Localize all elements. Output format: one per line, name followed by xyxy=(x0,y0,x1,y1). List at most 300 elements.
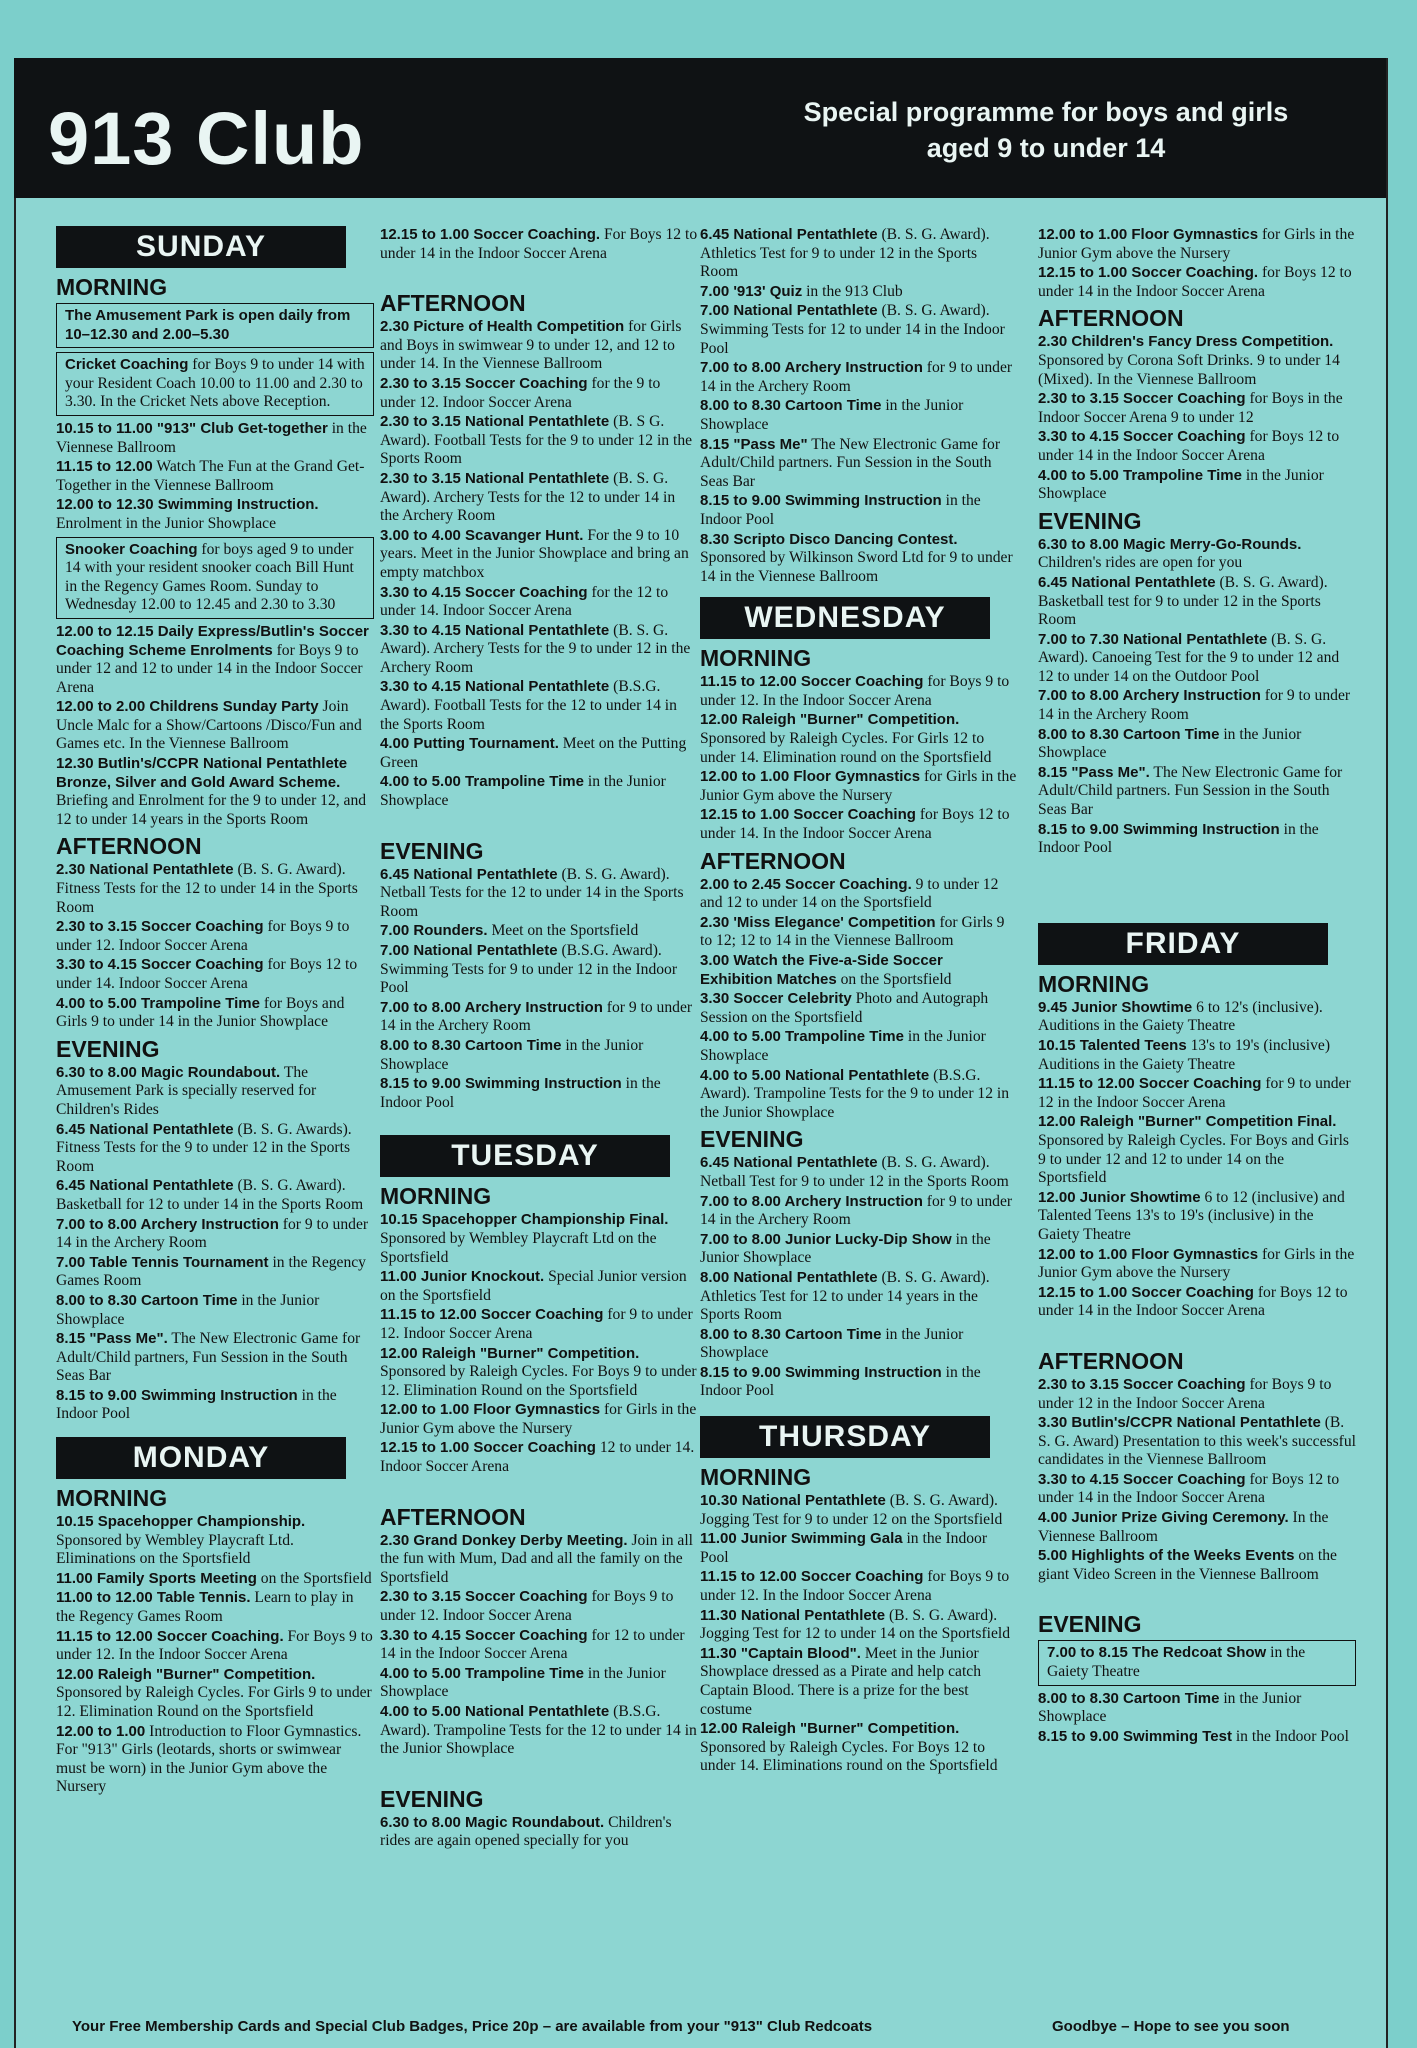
programme-item-detail: for 9 to under 14 in the Archery Room xyxy=(56,1215,369,1252)
programme-item xyxy=(56,861,374,917)
column-4 xyxy=(1038,226,1356,1747)
programme-item-title: 11.15 to 12.00 Soccer Coaching. xyxy=(56,1627,284,1645)
programme-item xyxy=(56,1513,374,1569)
programme-item-title: 11.00 Junior Swimming Gala xyxy=(700,1530,903,1548)
programme-item-title: 2.30 Children's Fancy Dress Competition. xyxy=(1038,333,1334,351)
programme-item-title: Snooker Coaching xyxy=(65,540,198,558)
programme-item-detail: (B.S.G. Award). Trampoline Tests for the 12 to under 14 in the Junior Showplace xyxy=(380,1703,697,1758)
programme-item xyxy=(1038,1471,1356,1508)
header-banner xyxy=(14,58,1386,198)
programme-item xyxy=(700,1231,1018,1268)
wednesday-morning-list xyxy=(700,673,1018,843)
programme-item-title: 3.30 to 4.15 Soccer Coaching xyxy=(380,583,588,601)
programme-item-title: 11.15 to 12.00 xyxy=(56,458,153,476)
programme-item xyxy=(380,622,698,678)
section-heading: AFTERNOON xyxy=(700,847,846,874)
programme-item xyxy=(56,352,374,416)
programme-item xyxy=(1038,226,1356,263)
programme-item-title: 6.45 National Pentathlete xyxy=(380,865,558,883)
programme-item-title: 2.30 to 3.15 National Pentathlete xyxy=(380,413,610,431)
programme-item-title: 6.45 National Pentathlete xyxy=(56,1120,234,1138)
programme-item-detail: Children's rides are open for you xyxy=(1038,554,1243,572)
programme-item xyxy=(56,1177,374,1214)
programme-item-title: 7.00 to 8.00 Archery Instruction xyxy=(700,1192,923,1210)
thursday-evening-list xyxy=(1038,536,1356,858)
programme-item-title: 12.00 Raleigh "Burner" Competition. xyxy=(700,1720,960,1738)
programme-item xyxy=(700,1607,1018,1644)
programme-item-detail: in the Junior Showplace xyxy=(380,1664,666,1701)
programme-item-detail: Sponsored by Corona Soft Drinks. 9 to under 14 (Mixed). In the Viennese Ballroom xyxy=(1038,351,1340,388)
programme-item xyxy=(700,492,1018,529)
programme-item xyxy=(700,768,1018,805)
sunday-afternoon-list xyxy=(56,861,374,1031)
programme-item-detail: The Amusement Park is specially reserved for Children's Rides xyxy=(56,1063,317,1118)
programme-item-detail: Photo and Autograph Session on the Sportsfield xyxy=(700,990,989,1026)
programme-item-detail: for Boys 9 to under 12 and 12 to under 14 in the Indoor Soccer Arena xyxy=(56,641,363,696)
programme-item xyxy=(1038,1728,1356,1747)
section-heading: AFTERNOON xyxy=(380,1503,526,1530)
programme-item-title: 5.00 Highlights of the Weeks Events xyxy=(1038,1547,1295,1565)
programme-item-detail: in the Junior Showplace xyxy=(56,1291,320,1328)
programme-item-detail: Join in all the fun with Mum, Dad and all the family on the Sportsfield xyxy=(380,1531,693,1586)
programme-item-title: 2.30 to 3.15 National Pentathlete xyxy=(380,469,610,487)
programme-item-detail: for Girls and Boys in swimwear 9 to under 12, and 12 to under 14. In the Viennese Ballroom xyxy=(380,318,682,373)
programme-item xyxy=(700,1193,1018,1230)
programme-item-detail: in the Junior Showplace xyxy=(700,397,964,433)
programme-item-detail: Sponsored by Raleigh Cycles. For Boys 9 to under 12. Elimination Round on the Sportsfield xyxy=(380,1363,697,1399)
programme-item-title: 8.00 to 8.30 Cartoon Time xyxy=(1038,725,1220,743)
programme-item-detail: Sponsored by Wilkinson Sword Ltd for 9 to under 14 in the Viennese Ballroom xyxy=(700,549,1013,585)
programme-item-detail: in the Junior Showplace xyxy=(1038,725,1302,762)
programme-item-title: 12.00 to 1.00 xyxy=(56,1722,146,1740)
programme-item xyxy=(380,773,698,810)
programme-item-title: 7.00 to 8.00 Archery Instruction xyxy=(1038,687,1261,705)
monday-afternoon-list xyxy=(380,318,698,810)
programme-item-detail: for 9 to under 14 in the Archery Room xyxy=(700,1192,1013,1229)
programme-item-detail: in the Viennese Ballroom xyxy=(56,419,367,456)
programme-item xyxy=(1038,726,1356,763)
programme-item-detail: (B. S. G. Award). Canoeing Test for the 9 to under 12 and 12 to under 14 on the Outdoor Pool xyxy=(1038,630,1340,685)
programme-item xyxy=(700,990,1018,1027)
programme-item xyxy=(56,303,374,348)
programme-item-detail: in the Junior Showplace xyxy=(1038,1689,1302,1726)
programme-item xyxy=(56,1064,374,1120)
programme-item-title: 7.00 National Pentathlete xyxy=(380,942,558,959)
programme-item-detail: for the 12 to under 14. Indoor Soccer Arena xyxy=(380,583,669,620)
programme-item-title: 2.30 to 3.15 Soccer Coaching xyxy=(1038,390,1246,408)
programme-item-detail: 6 to 12's (inclusive). Auditions in the Gaiety Theatre xyxy=(1038,998,1323,1035)
programme-item-detail: for Boys in the Indoor Soccer Arena 9 to under 12 xyxy=(1038,390,1343,426)
programme-item-detail: (B.S.G. Award). Trampoline Tests for the 9 to under 12 in the Junior Showplace xyxy=(700,1066,1010,1121)
programme-item-detail: (B. S. G. Award). Netball Test for 9 to under 12 in the Sports Room xyxy=(700,1154,1009,1190)
programme-item xyxy=(380,735,698,772)
programme-item-title: 8.00 National Pentathlete xyxy=(700,1268,878,1286)
programme-item xyxy=(1038,574,1356,630)
programme-item-title: 3.30 to 4.15 Soccer Coaching xyxy=(56,956,264,974)
programme-item-title: 3.30 to 4.15 National Pentathlete xyxy=(380,678,610,696)
programme-item xyxy=(380,1306,698,1343)
programme-item xyxy=(380,375,698,412)
programme-item-detail: in the Indoor Pool xyxy=(56,1386,337,1423)
programme-item xyxy=(700,226,1018,282)
programme-item-detail: (B. S. G. Award). Athletics Test for 12 to under 14 years in the Sports Room xyxy=(700,1268,990,1324)
footer-note: Your Free Membership Cards and Special Club Badges, Price 20p – are available from your "913" Club Redcoats xyxy=(72,2018,873,2035)
programme-item-detail: for 9 to under 12. Indoor Soccer Arena xyxy=(380,1306,693,1342)
programme-item xyxy=(56,1292,374,1329)
programme-item-title: 4.00 Junior Prize Giving Ceremony. xyxy=(1038,1509,1289,1527)
programme-item-title: 12.15 to 1.00 Soccer Coaching. xyxy=(1038,264,1259,282)
programme-item xyxy=(380,470,698,526)
programme-item-detail: 13's to 19's (inclusive) Auditions in the Gaiety Theatre xyxy=(1038,1037,1331,1073)
section-heading: EVENING xyxy=(56,1035,160,1062)
programme-item xyxy=(1038,264,1356,301)
programme-item-detail: Sponsored by Wembley Playcraft Ltd. Eliminations on the Sportsfield xyxy=(56,1531,294,1568)
programme-item-detail: The New Electronic Game for Adult/Child partners, Fun Session in the South Seas Bar xyxy=(56,1330,361,1385)
programme-item-title: 8.15 "Pass Me". xyxy=(1038,763,1150,781)
programme-item-title: 11.00 Junior Knockout. xyxy=(380,1268,545,1286)
programme-item-title: 12.00 to 12.15 Daily Express/Butlin's Soccer Coaching Scheme Enrolments xyxy=(56,622,369,659)
programme-item xyxy=(56,537,374,619)
programme-item-detail: (B. S. G. Award). Jogging Test for 12 to under 14 on the Sportsfield xyxy=(700,1606,1011,1643)
programme-item-title: 7.00 National Pentathlete xyxy=(700,302,878,320)
programme-item xyxy=(56,1570,374,1589)
programme-item xyxy=(700,1067,1018,1123)
programme-item xyxy=(380,1439,698,1476)
programme-item-title: 6.45 National Pentathlete xyxy=(1038,573,1216,591)
programme-item-detail: Meet in the Junior Showplace dressed as a Pirate and help catch Captain Blood. There is a prize for the best costume xyxy=(700,1644,982,1718)
programme-item-title: 11.15 to 12.00 Soccer Coaching xyxy=(700,1568,924,1586)
programme-item-detail: For the 9 to 10 years. Meet in the Junior Showplace and bring an empty matchbox xyxy=(380,526,689,581)
programme-item xyxy=(56,1387,374,1424)
programme-item xyxy=(1038,631,1356,687)
programme-item-detail: for Boys 12 to under 14. Indoor Soccer Arena xyxy=(56,956,358,992)
programme-item xyxy=(1038,999,1356,1036)
programme-item xyxy=(56,755,374,829)
programme-item-detail: Children's rides are again opened specially for you xyxy=(380,1813,672,1850)
programme-item-detail: Introduction to Floor Gymnastics. For "913" Girls (leotards, shorts or swimwear must be worn) in the Junior Gym above the Nursery xyxy=(56,1722,362,1796)
programme-item xyxy=(380,1037,698,1074)
programme-item-detail: for Boys and Girls 9 to under 14 in the Junior Showplace xyxy=(56,994,345,1031)
programme-item-title: 11.15 to 12.00 Soccer Coaching xyxy=(380,1306,604,1324)
programme-item-detail: in the Gaiety Theatre xyxy=(1047,1644,1306,1681)
programme-item xyxy=(1038,1547,1356,1584)
programme-item xyxy=(380,1345,698,1401)
programme-item xyxy=(56,1254,374,1291)
programme-item-detail: Sponsored by Wembley Playcraft Ltd on the Sportsfield xyxy=(380,1229,657,1266)
programme-item-detail: for Girls 9 to 12; 12 to 14 in the Viennese Ballroom xyxy=(700,913,1005,950)
programme-item-title: 12.00 to 2.00 Childrens Sunday Party xyxy=(56,698,319,716)
programme-item-title: 8.00 to 8.30 Cartoon Time xyxy=(380,1036,562,1054)
programme-item-title: 8.15 "Pass Me". xyxy=(56,1330,168,1348)
programme-item xyxy=(1038,1284,1356,1321)
programme-item-detail: Watch The Fun at the Grand Get-Together in the Viennese Ballroom xyxy=(56,458,365,494)
programme-item-title: 3.30 Butlin's/CCPR National Pentathlete xyxy=(1038,1414,1321,1432)
programme-item-detail: for Boys 12 to under 14 in the Indoor Soccer Arena xyxy=(1038,1283,1348,1320)
programme-item-title: 12.00 Junior Showtime xyxy=(1038,1188,1201,1206)
tuesday-evening-list xyxy=(380,1814,698,1851)
programme-item-detail: (B. S. G. Award). Fitness Tests for the 12 to under 14 in the Sports Room xyxy=(56,861,358,916)
programme-item xyxy=(700,1269,1018,1325)
club-title: 913 Club xyxy=(48,97,365,180)
programme-item-detail: Sponsored by Raleigh Cycles. For Boys and Girls 9 to under 12 and 12 to under 14 on the Sportsfield xyxy=(1038,1131,1349,1187)
programme-item-detail: for Boys 12 to under 14 in the Indoor Soccer Arena xyxy=(1038,428,1340,464)
programme-item-detail: Sponsored by Raleigh Cycles. For Boys 12 to under 14. Eliminations round on the Sportsfield xyxy=(700,1738,998,1775)
programme-item-title: 8.00 to 8.30 Cartoon Time xyxy=(56,1291,238,1309)
programme-item xyxy=(1038,1509,1356,1546)
programme-item-title: 10.15 Spacehopper Championship. xyxy=(56,1513,306,1531)
programme-item-detail: For Boys 12 to under 14 in the Indoor Soccer Arena xyxy=(380,226,698,262)
programme-item-detail: Special Junior version on the Sportsfield xyxy=(380,1268,687,1304)
programme-item xyxy=(56,995,374,1032)
programme-item-title: 3.30 to 4.15 Soccer Coaching xyxy=(1038,428,1246,446)
programme-item-detail: Join Uncle Malc for a Show/Cartoons /Disco/Fun and Games etc. In the Viennese Ballroom xyxy=(56,698,362,753)
programme-item-detail: for Girls in the Junior Gym above the Nursery xyxy=(380,1401,697,1437)
programme-item xyxy=(1038,1246,1356,1283)
wednesday-evening-list xyxy=(700,1154,1018,1401)
programme-item-title: 3.30 to 4.15 Soccer Coaching xyxy=(380,1626,588,1644)
programme-item-detail: for Boys 9 to under 12. In the Indoor Soccer Arena xyxy=(700,673,1010,709)
sunday-evening-list xyxy=(56,1064,374,1424)
club-subtitle: Special programme for boys and girls aged 9 to under 14 xyxy=(803,97,1289,163)
programme-item-title: Cricket Coaching xyxy=(65,356,189,374)
programme-item-detail: in the Indoor Pool xyxy=(380,1075,661,1111)
programme-item xyxy=(700,1645,1018,1719)
programme-item xyxy=(1038,1690,1356,1727)
programme-item-detail: in the 913 Club xyxy=(802,282,903,300)
programme-item xyxy=(56,1666,374,1722)
section-heading: MORNING xyxy=(380,1183,492,1210)
programme-item-title: 3.30 to 4.15 National Pentathlete xyxy=(380,621,610,639)
programme-item xyxy=(700,1326,1018,1363)
programme-item xyxy=(56,458,374,495)
programme-item xyxy=(380,1401,698,1438)
programme-item xyxy=(380,922,698,941)
programme-item-title: 7.00 Rounders. xyxy=(380,922,488,940)
programme-item-title: 2.30 National Pentathlete xyxy=(56,861,234,879)
section-heading: EVENING xyxy=(700,1126,804,1153)
programme-item xyxy=(56,1723,374,1797)
tuesday-evening-cont xyxy=(700,226,1018,586)
programme-item-detail: (B. S. G. Awards). Fitness Tests for the 9 to under 12 in the Sports Room xyxy=(56,1120,352,1175)
programme-item-title: 8.15 to 9.00 Swimming Instruction xyxy=(700,492,942,510)
programme-item xyxy=(700,436,1018,492)
programme-item xyxy=(1038,1113,1356,1187)
programme-item xyxy=(1038,1640,1356,1685)
programme-item xyxy=(700,952,1018,989)
programme-item-detail: (B. S. G. Award). Basketball test for 9 to under 12 in the Sports Room xyxy=(1038,573,1328,629)
programme-item-detail: (B.S.G. Award). Football Tests for the 12 to under 14 in the Sports Room xyxy=(380,678,677,733)
programme-item xyxy=(380,1588,698,1625)
programme-item-title: 3.00 to 4.00 Scavanger Hunt. xyxy=(380,526,584,544)
programme-item-title: 12.00 Raleigh "Burner" Competition. xyxy=(56,1665,316,1683)
programme-item xyxy=(56,1121,374,1177)
programme-item-title: 10.15 to 11.00 "913" Club Get-together xyxy=(56,419,328,437)
programme-item-detail: (B. S. G. Award). Basketball for 12 to under 14 in the Sports Room xyxy=(56,1177,364,1213)
monday-evening-list xyxy=(380,866,698,1113)
programme-item-title: 8.15 to 9.00 Swimming Instruction xyxy=(1038,820,1280,838)
programme-item xyxy=(700,1364,1018,1401)
programme-item xyxy=(1038,1037,1356,1074)
programme-item-title: 11.30 "Captain Blood". xyxy=(700,1644,861,1662)
programme-item-title: 8.15 to 9.00 Swimming Instruction xyxy=(56,1386,298,1404)
day-heading-tuesday: TUESDAY xyxy=(380,1135,670,1177)
programme-item xyxy=(700,1720,1018,1776)
programme-item xyxy=(700,1028,1018,1065)
programme-item xyxy=(380,584,698,621)
programme-item-detail: in the Junior Showplace xyxy=(380,1036,644,1073)
programme-item-title: 2.30 'Miss Elegance' Competition xyxy=(700,913,936,931)
programme-item xyxy=(700,302,1018,358)
programme-item-title: 8.00 to 8.30 Cartoon Time xyxy=(700,1325,882,1343)
programme-item-title: 4.00 to 5.00 Trampoline Time xyxy=(700,1028,904,1046)
programme-item xyxy=(700,914,1018,951)
programme-item-detail: for 12 to under 14 in the Indoor Soccer Arena xyxy=(380,1626,685,1663)
programme-item xyxy=(380,413,698,469)
programme-item-detail: in the Indoor Pool xyxy=(1231,1727,1349,1745)
programme-item xyxy=(380,1814,698,1851)
programme-item-detail: in the Regency Games Room xyxy=(56,1253,366,1290)
programme-item-detail: for Boys 9 to under 12. Indoor Soccer Arena xyxy=(380,1588,674,1625)
programme-item-title: 12.15 to 1.00 Soccer Coaching xyxy=(1038,1283,1254,1301)
programme-item-title: 7.00 to 8.00 Archery Instruction xyxy=(56,1215,279,1233)
programme-item-title: 8.15 to 9.00 Swimming Instruction xyxy=(700,1363,942,1381)
programme-item xyxy=(380,1665,698,1702)
programme-item-title: 7.00 to 7.30 National Pentathlete xyxy=(1038,630,1268,648)
programme-item-title: 6.45 National Pentathlete xyxy=(700,1154,878,1172)
programme-item-detail: on the Sportsfield xyxy=(836,970,952,988)
programme-item-title: 12.00 to 1.00 Floor Gymnastics xyxy=(1038,1245,1259,1263)
programme-item-title: 11.00 to 12.00 Table Tennis. xyxy=(56,1589,251,1607)
programme-item-title: The Amusement Park is open daily from 10–12.30 and 2.00–5.30 xyxy=(65,307,351,343)
programme-item-title: 11.00 Family Sports Meeting xyxy=(56,1569,257,1587)
section-heading: MORNING xyxy=(700,1464,812,1491)
programme-item-detail: in the Indoor Pool xyxy=(700,492,981,528)
programme-item xyxy=(1038,821,1356,858)
programme-item-title: 6.30 to 8.00 Magic Merry-Go-Rounds. xyxy=(1038,535,1302,553)
programme-item-detail: For Boys 9 to under 12. In the Indoor Soccer Arena xyxy=(56,1627,373,1664)
programme-item-detail: Sponsored by Raleigh Cycles. For Girls 9 to under 12. Elimination Round on the Sportsfield xyxy=(56,1684,372,1720)
programme-item-title: 8.00 to 8.30 Cartoon Time xyxy=(1038,1689,1220,1707)
programme-item xyxy=(56,918,374,955)
programme-item xyxy=(1038,1376,1356,1413)
programme-item xyxy=(700,1492,1018,1529)
programme-item-title: 12.30 Butlin's/CCPR National Pentathlete Bronze, Silver and Gold Award Scheme. xyxy=(56,755,348,791)
programme-item-detail: Sponsored by Raleigh Cycles. For Girls 12 to under 14. Elimination round on the Sportsfield xyxy=(700,730,992,766)
programme-item xyxy=(700,283,1018,302)
programme-item-title: 11.15 to 12.00 Soccer Coaching xyxy=(700,673,924,691)
programme-item-title: 12.15 to 1.00 Soccer Coaching. xyxy=(380,226,601,243)
programme-item-title: 2.30 to 3.15 Soccer Coaching xyxy=(1038,1375,1246,1393)
monday-morning-cont xyxy=(380,226,698,263)
programme-item-title: 4.00 Putting Tournament. xyxy=(380,735,559,753)
programme-item xyxy=(380,318,698,374)
programme-item xyxy=(56,1216,374,1253)
programme-item xyxy=(1038,1075,1356,1112)
programme-item-title: 10.15 Talented Teens xyxy=(1038,1037,1187,1054)
section-heading: MORNING xyxy=(1038,970,1150,997)
programme-item xyxy=(56,623,374,697)
column-1 xyxy=(56,226,374,1798)
programme-item xyxy=(56,496,374,533)
programme-item-detail: In the Viennese Ballroom xyxy=(1038,1509,1329,1545)
programme-item xyxy=(56,1589,374,1626)
programme-item-title: 4.00 to 5.00 National Pentathlete xyxy=(700,1066,930,1084)
programme-item xyxy=(380,1075,698,1112)
programme-item-title: 12.00 to 1.00 Floor Gymnastics xyxy=(380,1401,601,1419)
programme-item-detail: 12 to under 14. Indoor Soccer Arena xyxy=(380,1439,695,1476)
programme-item xyxy=(56,698,374,754)
day-heading-sunday: SUNDAY xyxy=(56,226,346,268)
programme-item-title: 3.00 Watch the Five-a-Side Soccer Exhibition Matches xyxy=(700,952,943,988)
day-heading-monday: MONDAY xyxy=(56,1437,346,1479)
programme-item xyxy=(1038,764,1356,820)
programme-item xyxy=(700,1530,1018,1567)
programme-item xyxy=(700,359,1018,396)
programme-item-title: 11.30 National Pentathlete xyxy=(700,1606,886,1624)
programme-item xyxy=(380,1703,698,1759)
programme-item-title: 9.45 Junior Showtime xyxy=(1038,998,1193,1016)
programme-item-title: 8.15 "Pass Me" xyxy=(700,435,808,453)
programme-item-detail: for Boys 9 to under 12 in the Indoor Soccer Arena xyxy=(1038,1375,1332,1412)
programme-item-title: 6.30 to 8.00 Magic Roundabout. xyxy=(380,1813,605,1831)
programme-item xyxy=(380,866,698,922)
programme-item xyxy=(700,531,1018,587)
programme-item-title: 7.00 Table Tennis Tournament xyxy=(56,1253,269,1271)
section-heading: EVENING xyxy=(1038,507,1142,534)
programme-item-detail: for Girls in the Junior Gym above the Nursery xyxy=(1038,1245,1355,1282)
programme-item-detail: in the Indoor Pool xyxy=(1038,820,1319,857)
programme-item xyxy=(1038,1189,1356,1245)
day-heading-thursday: THURSDAY xyxy=(700,1416,990,1458)
programme-item-detail: in the Indoor Pool xyxy=(700,1530,988,1566)
programme-item-detail: for Boys 12 to under 14 in the Indoor Soccer Arena xyxy=(1038,264,1352,300)
programme-item-detail: (B. S. G. Award). Archery Tests for the 9 to under 12 in the Archery Room xyxy=(380,621,691,676)
programme-item xyxy=(700,673,1018,710)
programme-item-detail: in the Indoor Pool xyxy=(700,1363,981,1400)
programme-item-title: 4.00 to 5.00 Trampoline Time xyxy=(1038,466,1242,484)
footer-goodbye: Goodbye – Hope to see you soon xyxy=(1052,2018,1290,2035)
programme-item-title: 12.00 Raleigh "Burner" Competition Final. xyxy=(1038,1113,1337,1131)
programme-item-title: 2.30 to 3.15 Soccer Coaching xyxy=(380,374,588,392)
section-heading: MORNING xyxy=(56,1485,168,1512)
programme-item-title: 12.00 Raleigh "Burner" Competition. xyxy=(700,711,960,729)
section-heading: EVENING xyxy=(1038,1611,1142,1638)
programme-item-detail: for boys aged 9 to under 14 with your resident snooker coach Bill Hunt in the Regency Games Room. Sunday to Wednesday 12.00 to 12.45 and 2.30 to 3.30 xyxy=(65,540,354,614)
tuesday-morning-list xyxy=(380,1211,698,1476)
programme-item-detail: Enrolment in the Junior Showplace xyxy=(56,514,277,532)
programme-item-detail: in the Junior Showplace xyxy=(380,773,666,810)
programme-item xyxy=(56,1628,374,1665)
programme-item-detail: for Boys 9 to under 12. Indoor Soccer Arena xyxy=(56,918,350,954)
programme-item-title: 10.15 Spacehopper Championship Final. xyxy=(380,1211,669,1229)
programme-item xyxy=(380,527,698,583)
programme-item-detail: in the Junior Showplace xyxy=(1038,466,1324,503)
programme-item xyxy=(700,876,1018,913)
monday-morning-list xyxy=(56,1513,374,1797)
programme-item-detail: for 9 to under 12 in the Indoor Soccer Arena xyxy=(1038,1075,1351,1111)
programme-item-title: 7.00 to 8.00 Archery Instruction xyxy=(380,998,603,1016)
programme-item-detail: for 9 to under 14 in the Archery Room xyxy=(380,998,693,1035)
day-heading-wednesday: WEDNESDAY xyxy=(700,597,990,639)
programme-item-title: 12.00 to 1.00 Floor Gymnastics xyxy=(1038,226,1259,243)
programme-item-title: 3.30 to 4.15 Soccer Coaching xyxy=(1038,1470,1246,1488)
thursday-morning-cont xyxy=(1038,226,1356,301)
programme-item-detail: The New Electronic Game for Adult/Child partners. Fun Session in the South Seas Bar xyxy=(1038,763,1343,819)
programme-item-detail: in the Junior Showplace xyxy=(700,1325,964,1362)
day-heading-friday: FRIDAY xyxy=(1038,923,1328,965)
programme-item-detail: Meet on the Sportsfield xyxy=(487,922,639,940)
programme-item-detail: (B. S. G. Award). Archery Tests for the 12 to under 14 in the Archery Room xyxy=(380,469,676,525)
